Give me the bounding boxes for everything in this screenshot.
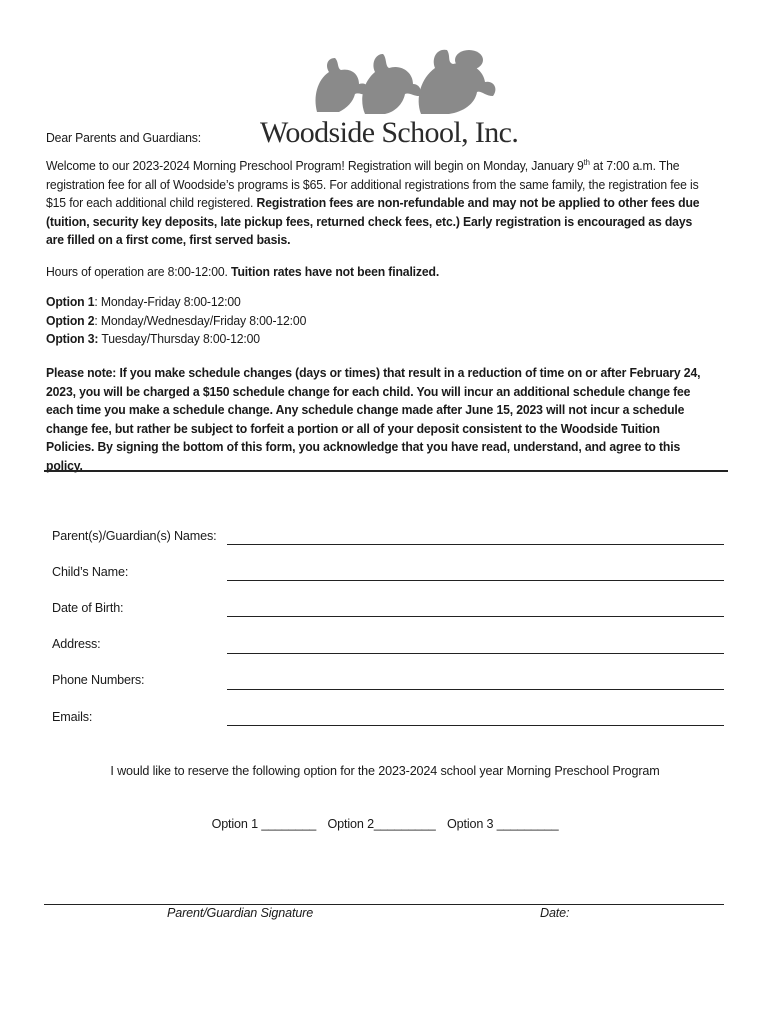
- option-2-blank[interactable]: Option 2_________: [327, 817, 436, 831]
- greeting: Dear Parents and Guardians:: [46, 131, 201, 145]
- schedule-options: [46, 293, 702, 349]
- signature-label: Parent/Guardian Signature: [167, 906, 314, 920]
- phone-numbers-field[interactable]: [227, 689, 724, 690]
- parent-names-field[interactable]: [227, 544, 724, 545]
- hours-paragraph: Hours of operation are 8:00-12:00. Tuition rates have not been finalized.: [46, 265, 440, 279]
- address-label: Address:: [52, 637, 101, 651]
- signature-line[interactable]: [44, 904, 724, 905]
- animal-silhouettes-icon: [255, 42, 525, 120]
- schedule-change-note: Please note: If you make schedule changes (days or times) that result in a reduction of time on or after February 24, 2023, you will be charged a $150 schedule change for each child. You will incur an additional schedule change fee each time you make a schedule change. Any schedule change made after June 15, 2023 will not incur a schedule change fee, but rather be subject to forfeit a portion or all of your deposit consistent to the Woodside Tuition Policies. By signing the bottom of this form, you acknowledge that you have read, understand, and agree to this policy.: [46, 366, 701, 473]
- date-of-birth-label: Date of Birth:: [52, 601, 124, 615]
- tuition-note: Tuition rates have not been finalized.: [231, 265, 440, 279]
- fee-policy-bold: Registration fees are non-refundable and may not be applied to other fees due (tuition, security key deposits, late pickup fees, returned check fees, etc.) Early registration is encouraged as days are filled on a first come, first served basis.: [46, 196, 700, 247]
- address-field[interactable]: [227, 653, 724, 654]
- logo-wordmark: Woodside School, Inc.: [260, 116, 519, 149]
- emails-label: Emails:: [52, 710, 93, 724]
- emails-field[interactable]: [227, 725, 724, 726]
- parent-names-label: Parent(s)/Guardian(s) Names:: [52, 529, 217, 543]
- option-1-line: Option 1: Monday-Friday 8:00-12:00: [46, 295, 241, 309]
- intro-paragraph: Welcome to our 2023-2024 Morning Preschool Program! Registration will begin on Monday, January 9th at 7:00 a.m. The registration fee for all of Woodside’s programs is $65. For additional registrations from the same family, the registration fee is $15 for each additional child registered. Registration fees are non-refundable and may not be applied to other fees due (tuition, security key deposits, late pickup fees, returned check fees, etc.) Early registration is encouraged as days are filled on a first come, first served basis.: [46, 157, 700, 247]
- option-1-blank[interactable]: Option 1 ________: [211, 817, 317, 831]
- option-3-blank[interactable]: Option 3 _________: [446, 817, 559, 831]
- section-divider: [44, 470, 728, 472]
- date-of-birth-field[interactable]: [227, 616, 724, 617]
- child-name-field[interactable]: [227, 580, 724, 581]
- child-name-label: Child’s Name:: [52, 565, 129, 579]
- reserve-statement: I would like to reserve the following option for the 2023-2024 school year Morning Preschool Program: [110, 764, 660, 778]
- option-2-line: Option 2: Monday/Wednesday/Friday 8:00-12:00: [46, 313, 307, 328]
- option-3-line: Option 3: Tuesday/Thursday 8:00-12:00: [46, 332, 260, 346]
- phone-numbers-label: Phone Numbers:: [52, 673, 145, 687]
- school-logo: [255, 42, 525, 149]
- option-selection-row: [0, 817, 770, 831]
- date-label: Date:: [540, 906, 570, 920]
